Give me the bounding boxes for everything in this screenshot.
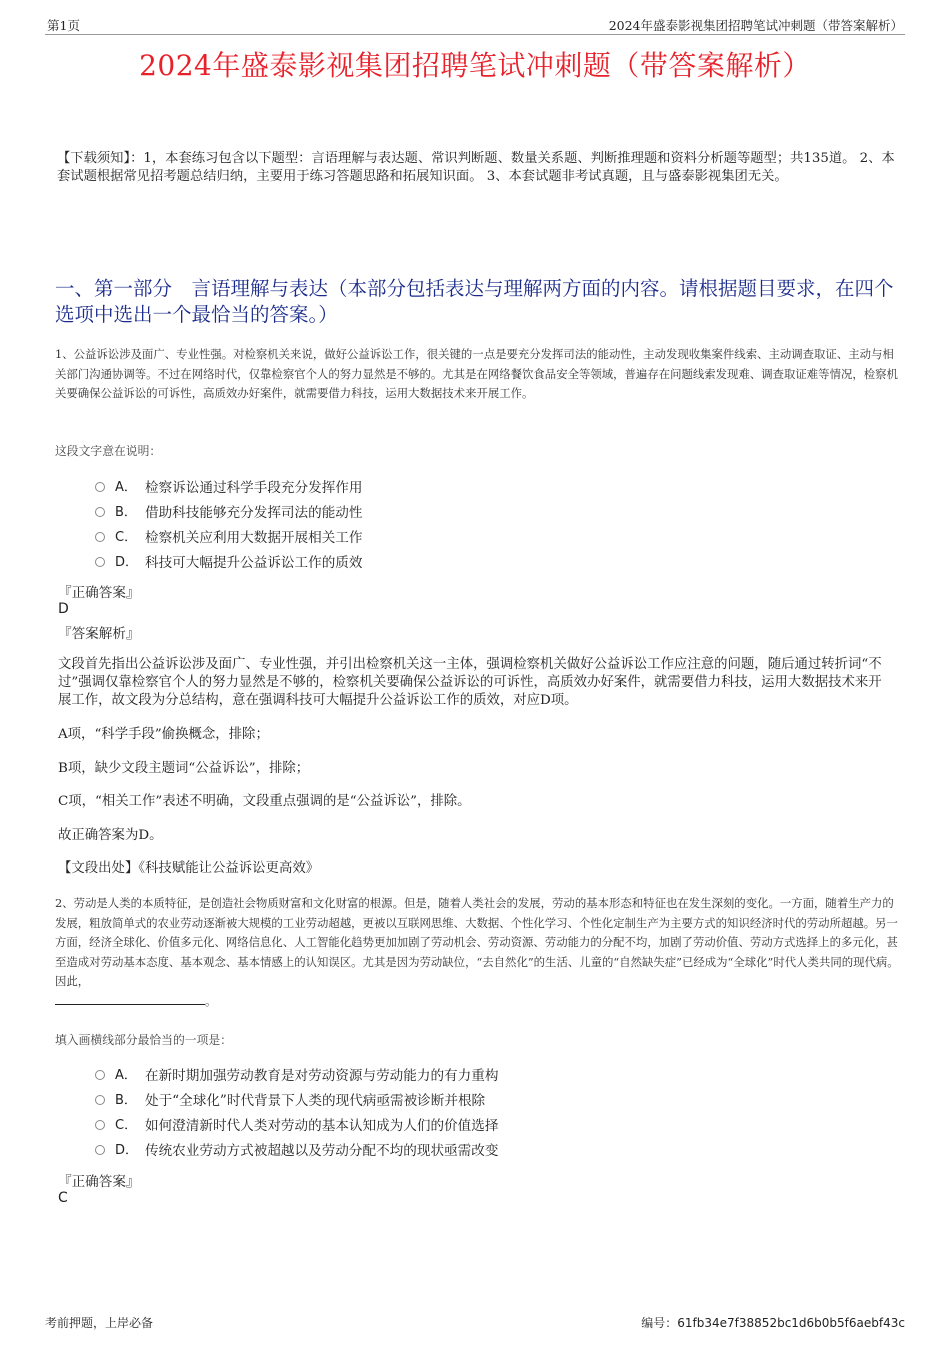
question-2-prompt: 填入画横线部分最恰当的一项是： [55,1033,232,1047]
correct-answer: C [58,1190,68,1206]
question-1-prompt: 这段文字意在说明： [55,444,162,458]
radio-icon[interactable] [95,1145,105,1155]
analysis-paragraph: 文段首先指出公益诉讼涉及面广、专业性强，并引出检察机关这一主体，强调检察机关做好公益诉讼工作应注意的问题，随后通过转折词“不过”强调仅靠检察官个人的努力显然是不够的，检察机关要确保公益诉讼的可诉性，高质效办好案件，就需要借力科技，运用大数据技术来开展工作，故文段为分总结构，意在强调科技可大幅提升公益诉讼工作的质效，对应D项。 [58,657,882,708]
radio-icon[interactable] [95,1120,105,1130]
radio-icon[interactable] [95,532,105,542]
passage-source: 【文段出处】《科技赋能让公益诉讼更高效》 [58,861,320,876]
footer-code: 编号：61fb34e7f38852bc1d6b0b5f6aebf43c [641,1316,905,1330]
document-title: 2024年盛泰影视集团招聘笔试冲刺题（带答案解析） [139,49,811,82]
page-number: 第1页 [47,18,80,33]
radio-icon[interactable] [95,1070,105,1080]
radio-icon[interactable] [95,1095,105,1105]
analysis-option-c: C项，“相关工作”表述不明确，文段重点强调的是“公益诉讼”，排除。 [58,794,471,809]
fill-blank [55,992,205,1005]
footer-slogan: 考前押题，上岸必备 [45,1316,154,1330]
analysis-label: 『答案解析』 [58,626,140,642]
analysis-option-a: A项，“科学手段”偷换概念，排除； [58,727,269,742]
question-1-text: 1、公益诉讼涉及面广、专业性强。对检察机关来说，做好公益诉讼工作，很关键的一点是要充分发挥司法的能动性，主动发现收集案件线索、主动调查取证、主动与相关部门沟通协调等。不过在网络时代，仅靠检察官个人的努力显然是不够的。尤其是在网络餐饮食品安全等领域，普遍存在问题线索发现难、调查取证难等情况，检察机关要确保公益诉讼的可诉性，高质效办好案件，就需要借力科技，运用大数据技术来开展工作。 [55,347,898,401]
radio-icon[interactable] [95,507,105,517]
header-doc-name: 2024年盛泰影视集团招聘笔试冲刺题（带答案解析） [608,18,903,33]
download-notice: 【下载须知】：1，本套练习包含以下题型：言语理解与表达题、常识判断题、数量关系题、判断推理题和资料分析题等题型；共135道。 2、本套试题根据常见招考题总结归纳，主要用于练习答题思路和拓展知识面。 3、本套试题非考试真题，且与盛泰影视集团无关。 [57,151,895,184]
correct-answer-label: 『正确答案』 [58,585,140,601]
page-header [45,14,905,35]
analysis-conclusion: 故正确答案为D。 [58,828,163,843]
analysis-option-b: B项，缺少文段主题词“公益诉讼”，排除； [58,761,310,776]
question-2-text: 2、劳动是人类的本质特征，是创造社会物质财富和文化财富的根源。但是，随着人类社会的发展，劳动的基本形态和特征也在发生深刻的变化。一方面，随着生产力的发展，粗放简单式的农业劳动逐渐被大规模的工业劳动超越，更被以互联网思维、大数据、个性化学习、个性化定制生产为主要方式的知识经济时代的劳动所超越。另一方面，经济全球化、价值多元化、网络信息化、人工智能化趋势更加加剧了劳动机会、劳动资源、劳动能力的分配不均，加剧了劳动价值、劳动方式选择上的多元化，甚至造成对劳动基本态度、基本观念、基本情感上的认知误区。尤其是因为劳动缺位，“去自然化”的生活、儿童的“自然缺失症”已经成为“全球化”时代人类共同的现代病。因此， 。 [55,896,899,1008]
section-title: 一、第一部分 言语理解与表达（本部分包括表达与理解两方面的内容。请根据题目要求，在四个选项中选出一个最恰当的答案。） [55,277,894,326]
correct-answer: D [58,601,69,617]
correct-answer-label: 『正确答案』 [58,1174,140,1190]
radio-icon[interactable] [95,557,105,567]
radio-icon[interactable] [95,482,105,492]
